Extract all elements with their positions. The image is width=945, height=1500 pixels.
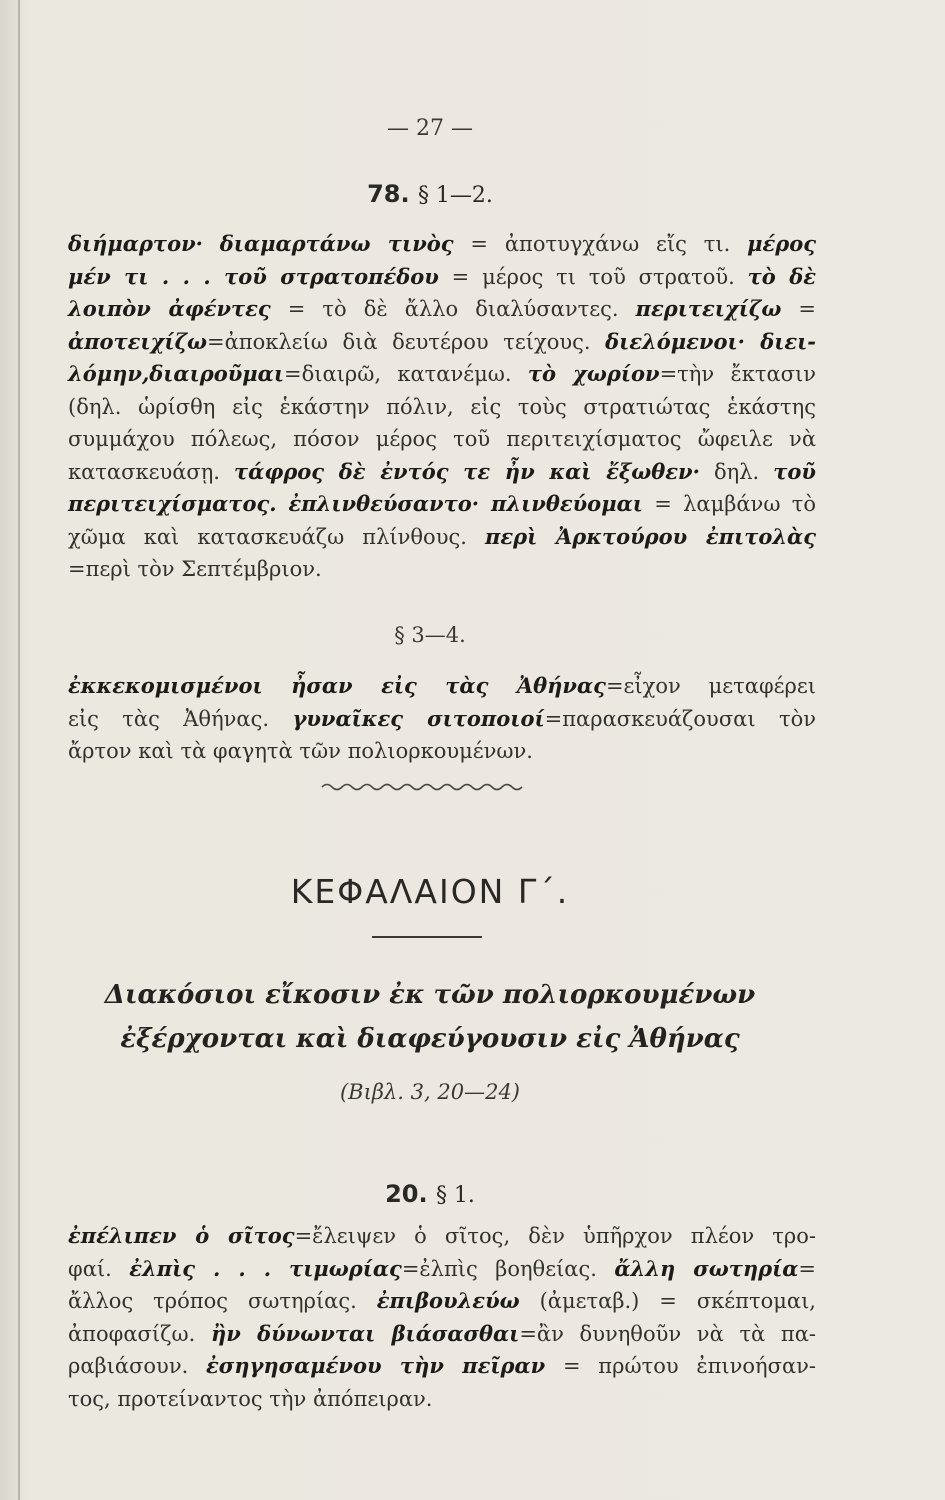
gloss-text: =παρασκευάζουσαι τὸν bbox=[544, 706, 817, 731]
glossary-paragraph-1 bbox=[68, 228, 816, 586]
chapter-title-line-2: ἐξέρχονται καὶ διαφεύγουσιν εἰς Ἀθήνας bbox=[120, 1024, 740, 1054]
section-range: § 1. bbox=[435, 1183, 475, 1208]
text-line bbox=[68, 326, 816, 359]
glossed-term: περιτειχίζω bbox=[635, 296, 782, 321]
glossed-term: ἀποτειχίζω bbox=[68, 328, 208, 354]
gloss-text: συμμάχου πόλεως, πόσον μέρος τοῦ περιτειχίσματος ὤφειλε νὰ bbox=[68, 427, 816, 451]
glossed-term: διήμαρτον· bbox=[68, 231, 203, 256]
gloss-text: δηλ. bbox=[699, 459, 774, 484]
gloss-text: =ἔλειψεν ὁ σῖτος, δὲν ὑπῆρχον πλέον τρο- bbox=[294, 1224, 816, 1248]
gloss-text: τος, προτείναντος τὴν ἀπόπειραν. bbox=[68, 1386, 433, 1411]
glossed-term: τὸ χωρίον bbox=[527, 361, 660, 386]
glossed-term: λόμην,διαιροῦμαι bbox=[68, 361, 284, 386]
gloss-text: =τὴν ἔκτασιν bbox=[659, 362, 816, 386]
glossed-term: μέρος bbox=[747, 231, 816, 256]
section-heading-20 bbox=[0, 1180, 860, 1208]
section-range: § 1—2. bbox=[417, 183, 493, 208]
gloss-text: κατασκευάσῃ. bbox=[68, 459, 235, 484]
book-reference: (Βιβλ. 3, 20—24) bbox=[339, 1080, 520, 1104]
glossed-term: ἐλπὶς . . . τιμωρίας bbox=[129, 1255, 402, 1281]
gloss-text: = τὸ δὲ ἄλλο διαλύσαντες. bbox=[270, 297, 636, 321]
text-line bbox=[68, 703, 816, 736]
text-line bbox=[68, 521, 816, 554]
gloss-text: =διαιρῶ, κατανέμω. bbox=[283, 362, 528, 386]
page-number: — 27 — bbox=[387, 116, 473, 141]
gloss-text: =περὶ τὸν Σεπτέμβριον. bbox=[68, 557, 322, 581]
glossed-term: διαμαρτάνω τινὸς bbox=[219, 231, 454, 256]
text-line bbox=[68, 1383, 816, 1416]
text-line bbox=[68, 1253, 816, 1286]
text-line bbox=[68, 670, 816, 703]
gloss-text: =ἂν δυνηθοῦν νὰ τὰ πα- bbox=[519, 1321, 816, 1346]
glossed-term: λοιπὸν ἀφέντες bbox=[68, 296, 271, 321]
text-line bbox=[68, 293, 816, 326]
glossed-term: ἄλλη σωτηρία bbox=[614, 1255, 799, 1281]
gloss-text: = πρώτου ἐπινοήσαν- bbox=[545, 1354, 816, 1378]
glossed-term: περιτειχίσματος. ἐπλινθεύσαντο· πλινθεύομαι bbox=[68, 491, 643, 516]
glossed-term: ἢν δύνωνται βιάσασθαι bbox=[210, 1320, 520, 1346]
text-line bbox=[68, 553, 816, 586]
glossed-term: τάφρος δὲ ἐντός τε ἦν καὶ ἔξωθεν· bbox=[234, 458, 700, 484]
gloss-text: ἄλλος τρόπος σωτηρίας. bbox=[68, 1289, 377, 1313]
page-spine bbox=[18, 0, 20, 1500]
glossed-term: ἐσηγησαμένου τὴν πεῖραν bbox=[206, 1353, 546, 1378]
gloss-text: =ἀποκλείω διὰ δευτέρου τείχους. bbox=[207, 329, 606, 354]
glossary-paragraph-2 bbox=[68, 670, 816, 768]
text-line bbox=[68, 456, 816, 489]
glossed-term: τὸ δὲ bbox=[747, 263, 816, 289]
gloss-text: ραβιάσουν. bbox=[68, 1354, 206, 1378]
glossed-term: περὶ Ἀρκτούρου ἐπιτολὰς bbox=[484, 523, 817, 549]
chapter-heading: ΚΕΦΑΛΑΙΟΝ Γ΄. bbox=[290, 872, 570, 911]
text-line bbox=[68, 1220, 816, 1253]
text-line bbox=[68, 228, 816, 261]
gloss-text: (δηλ. ὡρίσθη εἰς ἑκάστην πόλιν, εἰς τοὺς στρατιώτας ἑκάστης bbox=[68, 394, 816, 419]
text-line bbox=[68, 488, 816, 521]
chapter-title-line-1: Διακόσιοι εἴκοσιν ἐκ τῶν πολιορκουμένων bbox=[104, 980, 756, 1010]
wavy-separator bbox=[320, 780, 530, 794]
glossary-paragraph-3 bbox=[68, 1220, 816, 1415]
glossed-term: γυναῖκες σιτοποιοί bbox=[292, 705, 545, 731]
glossed-term: ἐπιβουλεύω bbox=[376, 1288, 520, 1313]
gloss-text: χῶμα καὶ κατασκευάζω πλίνθους. bbox=[68, 524, 485, 549]
section-number: 20. bbox=[385, 1180, 428, 1208]
section-number: 78. bbox=[367, 180, 410, 208]
text-line bbox=[68, 358, 816, 391]
gloss-text: = bbox=[781, 297, 816, 321]
text-line bbox=[68, 423, 816, 456]
text-line bbox=[68, 735, 816, 768]
glossed-term: ἐπέλιπεν ὁ σῖτος bbox=[68, 1223, 295, 1248]
gloss-text: = ἀποτυγχάνω εἴς τι. bbox=[453, 232, 748, 256]
gloss-text: = bbox=[798, 1256, 817, 1281]
glossed-term: τοῦ bbox=[773, 458, 816, 484]
glossed-term: μέν τι . . . τοῦ στρατοπέδου bbox=[68, 263, 439, 289]
gloss-text: (ἀμεταβ.) = σκέπτομαι, bbox=[519, 1289, 816, 1313]
gloss-text: = λαμβάνω τὸ bbox=[642, 492, 816, 516]
gloss-text: εἰς τὰς Ἀθήνας. bbox=[68, 706, 293, 731]
text-line bbox=[68, 391, 816, 424]
glossed-term: διελόμενοι· διει- bbox=[605, 328, 817, 354]
gloss-text: = μέρος τι τοῦ στρατοῦ. bbox=[438, 264, 748, 289]
gloss-text: ἀποφασίζω. bbox=[68, 1321, 211, 1346]
chapter-rule bbox=[372, 936, 482, 938]
glossed-term: ἐκκεκομισμένοι ἦσαν εἰς τὰς Ἀθήνας bbox=[68, 673, 606, 698]
gloss-text bbox=[203, 232, 220, 256]
section-heading-78 bbox=[0, 180, 860, 208]
text-line bbox=[68, 1350, 816, 1383]
text-line bbox=[68, 1285, 816, 1318]
text-line bbox=[68, 261, 816, 294]
subsection-heading: § 3—4. bbox=[394, 623, 466, 647]
gloss-text: =εἶχον μεταφέρει bbox=[605, 674, 816, 698]
gloss-text: ἄρτον καὶ τὰ φαγητὰ τῶν πολιορκουμένων. bbox=[68, 739, 533, 763]
text-line bbox=[68, 1318, 816, 1351]
gloss-text: φαί. bbox=[68, 1256, 130, 1281]
gloss-text: =ἐλπὶς βοηθείας. bbox=[401, 1256, 615, 1281]
